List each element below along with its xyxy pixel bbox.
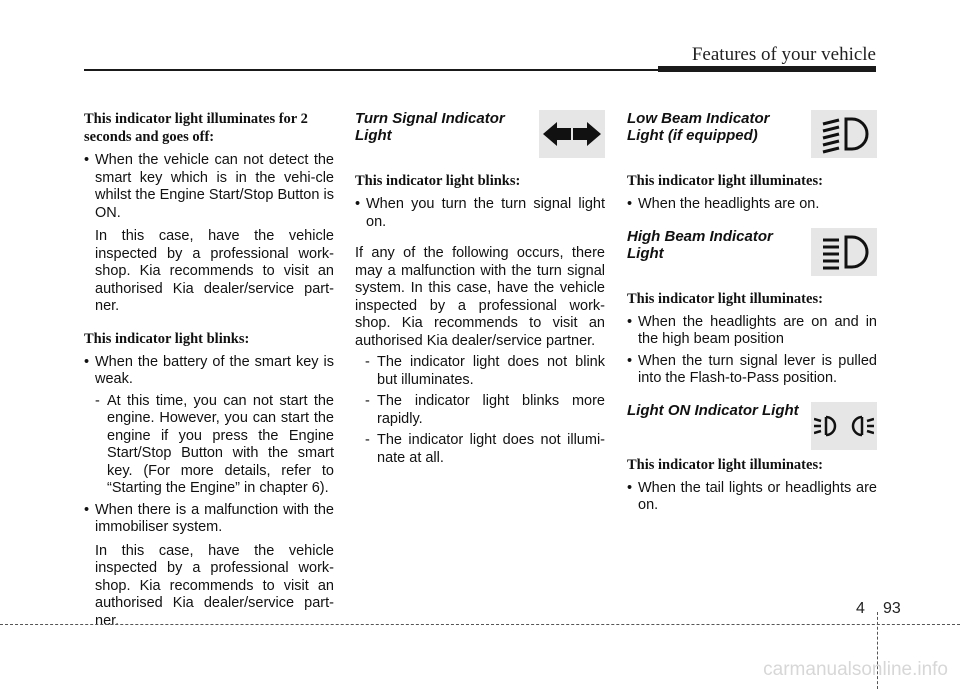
section-heading: This indicator light blinks: [84, 330, 250, 347]
list-item: • When you turn the turn signal light on. [355, 196, 605, 231]
section-heading: This indicator light illuminates: [627, 456, 823, 473]
section-heading: This indicator light illuminates for 2 seconds and goes off: [84, 111, 308, 145]
indicator-header [627, 228, 877, 276]
indicator-header [355, 110, 605, 158]
low-beam-icon [811, 110, 877, 158]
list-item: • When the tail lights or headlights are on. [627, 480, 877, 515]
list-item: • When the headlights are on and in the high beam position [627, 314, 877, 349]
list-item: • When the headlights are on. [627, 196, 877, 214]
dash-item: - The indicator light does not blink but illuminates. [355, 354, 605, 389]
paragraph: If any of the following occurs, there may a malfunction with the turn signal system. In this case, have the vehicle inspected by a professional work-shop. Kia recommends to visit an authorised Kia dealer/service partner. [355, 245, 605, 349]
indicator-title: Turn Signal Indicator Light [355, 110, 505, 144]
dash-item: - At this time, you can not start the engine. However, you can start the engine if you press the Engine Start/Stop Button with the smart key. (For more details, refer to “Starting the Engine” in chapter 6). [95, 393, 334, 498]
section-heading: This indicator light blinks: [355, 173, 521, 189]
bullet-paragraph: In this case, have the vehicle inspected by a professional work-shop. Kia recommends to visit an authorised Kia dealer/service part-ner. [95, 228, 334, 314]
turn-signal-arrows-icon [539, 110, 605, 158]
bullet-list [627, 314, 877, 388]
list-item [84, 502, 334, 631]
bullet-list [627, 196, 877, 214]
dash-item: - The indicator light does not illumi-nate at all. [355, 432, 605, 467]
dash-list [95, 393, 334, 498]
section-heading: This indicator light illuminates: [627, 173, 823, 189]
bullet-list [84, 354, 334, 631]
column-middle [355, 110, 605, 471]
light-on-icon [811, 402, 877, 450]
bullet-text: When there is a malfunction with the immobiliser system. [95, 501, 334, 535]
section-heading: This indicator light illuminates: [627, 290, 823, 307]
indicator-title: Low Beam Indicator Light (if equipped) [627, 110, 770, 144]
list-item: • When the turn signal lever is pulled into the Flash-to-Pass position. [627, 353, 877, 388]
header-title: Features of your vehicle [691, 44, 876, 65]
dash-item: - The indicator light blinks more rapidly. [355, 393, 605, 428]
page-chapter: 4 [856, 600, 865, 617]
header-rule [84, 69, 660, 71]
list-item [84, 354, 334, 498]
bullet-paragraph: In this case, have the vehicle inspected by a professional work-shop. Kia recommends to visit an authorised Kia dealer/service part-ner. [95, 542, 334, 629]
page-number: 93 [883, 600, 901, 617]
bullet-text: When the battery of the smart key is weak. [95, 353, 334, 387]
bullet-list [84, 152, 334, 316]
watermark: carmanualsonline.info [763, 659, 948, 680]
indicator-header [627, 110, 877, 158]
high-beam-icon [811, 228, 877, 276]
footer-rule [0, 624, 960, 625]
column-right [627, 110, 877, 529]
dash-list [355, 354, 605, 467]
column-left [84, 110, 334, 644]
bullet-list [355, 196, 605, 231]
indicator-title: High Beam Indicator Light [627, 227, 773, 262]
header-rule-accent [658, 66, 876, 72]
indicator-header [627, 402, 877, 442]
indicator-title: Light ON Indicator Light [627, 401, 799, 419]
bullet-list [627, 480, 877, 515]
bullet-text: When the vehicle can not detect the smart key which is in the vehi-cle whilst the Engine Start/Stop Button is ON. [95, 152, 334, 221]
list-item [84, 152, 334, 316]
